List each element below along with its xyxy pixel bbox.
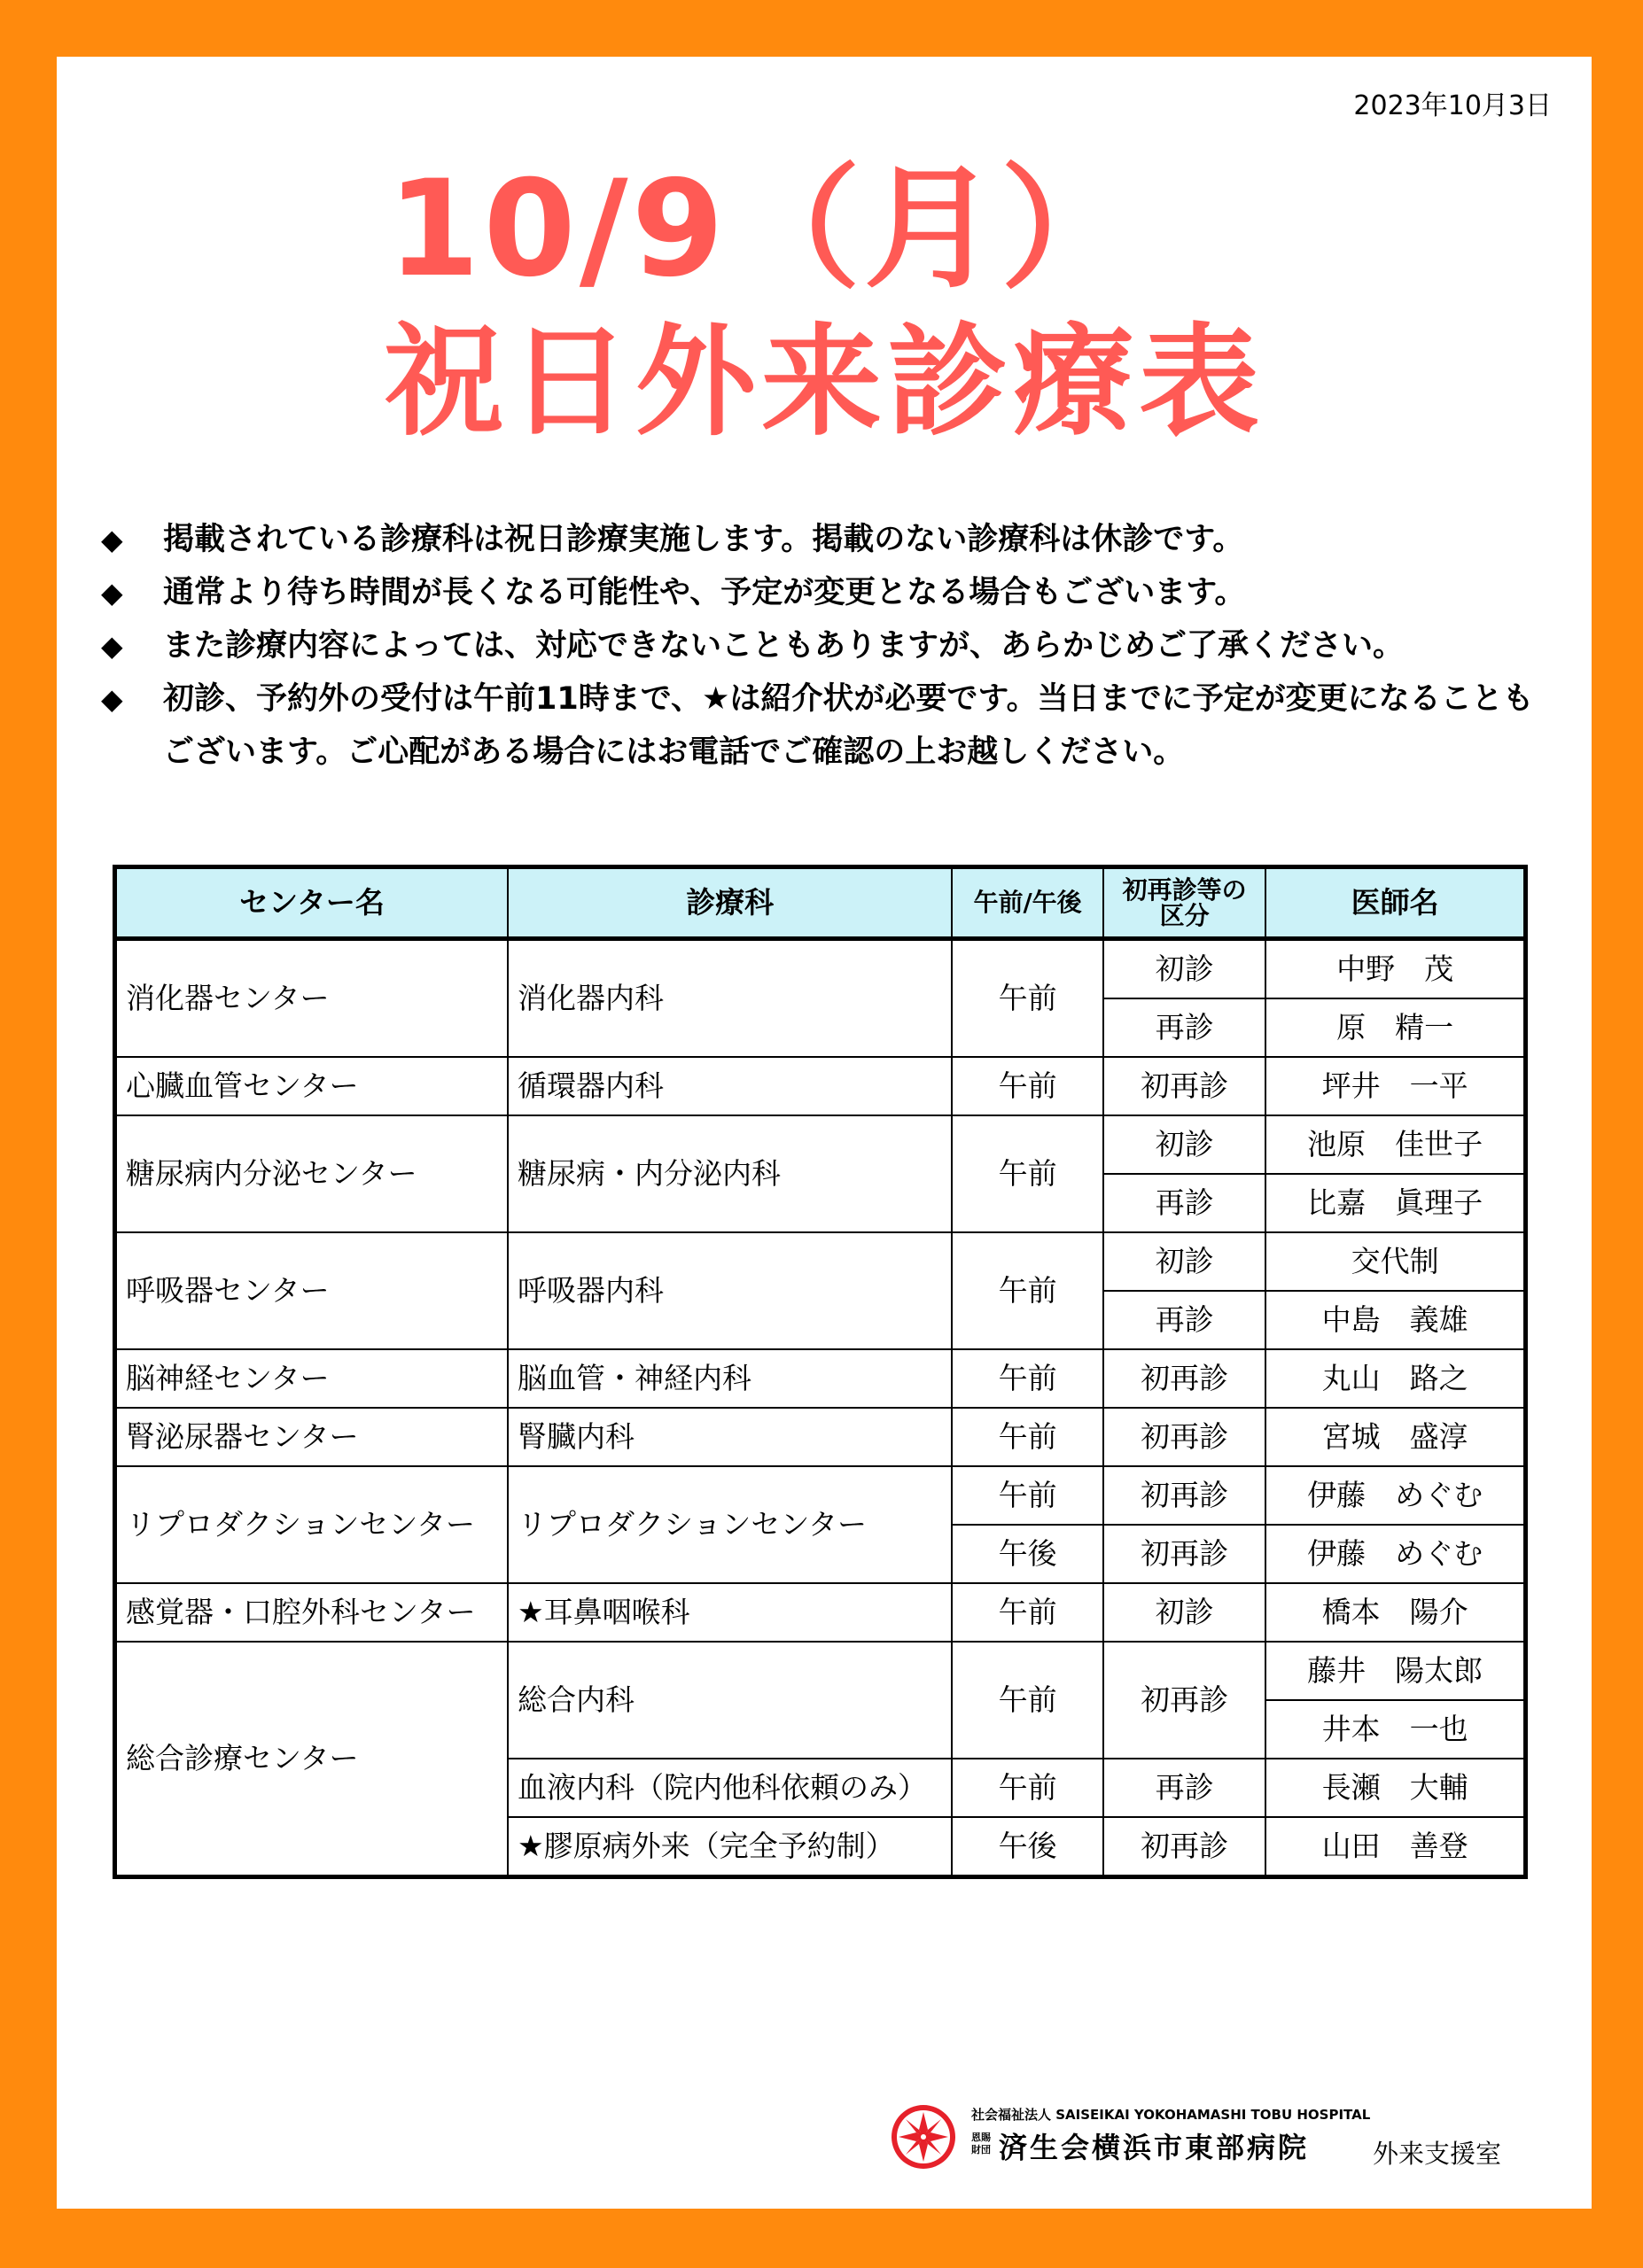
doctor-cell: 比嘉 眞理子 [1265,1174,1525,1232]
notice-page [57,57,1592,2209]
doctor-cell: 橋本 陽介 [1265,1583,1525,1642]
doctor-cell: 池原 佳世子 [1265,1115,1525,1174]
table-row [115,1057,1526,1115]
doctor-cell: 井本 一也 [1265,1700,1525,1759]
visit-type-cell: 初再診 [1103,1349,1265,1408]
doctor-cell: 宮城 盛淳 [1265,1408,1525,1466]
visit-type-cell: 初診 [1103,1115,1265,1174]
visit-type-cell: 初診 [1103,1583,1265,1642]
saiseikai-logo-icon [890,2103,957,2171]
doctor-cell: 中野 茂 [1265,939,1525,999]
doctor-cell: 藤井 陽太郎 [1265,1642,1525,1700]
visit-type-cell: 再診 [1103,998,1265,1057]
center-name-cell: 総合診療センター [115,1642,509,1877]
time-cell: 午前 [952,1583,1103,1642]
center-name-cell: 呼吸器センター [115,1232,509,1349]
department-cell: 総合内科 [508,1642,952,1759]
visit-type-cell: 初再診 [1103,1466,1265,1525]
table-row [115,1115,1526,1174]
notice-item [101,672,1563,779]
diamond-bullet-icon: ◆ [101,682,123,716]
doctor-cell: 坪井 一平 [1265,1057,1525,1115]
department-cell: 呼吸器内科 [508,1232,952,1349]
doctor-cell: 伊藤 めぐむ [1265,1466,1525,1525]
title-date-text: 10/9（月） [387,152,1137,307]
department-cell: 腎臓内科 [508,1408,952,1466]
table-row [115,1466,1526,1525]
center-name-cell: 消化器センター [115,939,509,1058]
center-name-cell: 心臓血管センター [115,1057,509,1115]
diamond-bullet-icon: ◆ [101,629,123,663]
doctor-cell: 伊藤 めぐむ [1265,1525,1525,1583]
doctor-cell: 原 精一 [1265,998,1525,1057]
time-cell: 午前 [952,1759,1103,1817]
page-title-date [57,152,1592,307]
notice-item [101,566,1563,619]
center-name-cell: リプロダクションセンター [115,1466,509,1583]
time-cell: 午前 [952,1466,1103,1525]
notice-list [101,513,1563,779]
department-cell: ★耳鼻咽喉科 [508,1583,952,1642]
table-row [115,1408,1526,1466]
time-cell: 午前 [952,1349,1103,1408]
table-row [115,939,1526,999]
visit-type-cell: 初診 [1103,1232,1265,1291]
notice-text: 初診、予約外の受付は午前11時まで、★は紹介状が必要です。当日までに予定が変更になることもございます。ご心配がある場合にはお電話でご確認の上お越しください。 [163,681,1534,770]
visit-type-cell: 初再診 [1103,1408,1265,1466]
hospital-name: 済生会横浜市東部病院 [999,2131,1310,2164]
hospital-footer [890,2099,1563,2179]
visit-type-cell: 再診 [1103,1759,1265,1817]
department-cell: ★膠原病外来（完全予約制） [508,1817,952,1877]
center-name-cell: 感覚器・口腔外科センター [115,1583,509,1642]
department-name: 外来支援室 [1373,2139,1502,2169]
department-cell: 消化器内科 [508,939,952,1058]
visit-type-cell: 再診 [1103,1174,1265,1232]
header-doctor-name: 医師名 [1265,867,1525,939]
department-cell: 循環器内科 [508,1057,952,1115]
doctor-cell: 交代制 [1265,1232,1525,1291]
visit-type-cell: 再診 [1103,1291,1265,1349]
visit-type-cell: 初再診 [1103,1642,1265,1759]
issue-date: 2023年10月3日 [1353,90,1552,121]
time-cell: 午前 [952,1642,1103,1759]
visit-type-cell: 初再診 [1103,1057,1265,1115]
table-row [115,1583,1526,1642]
header-center-name: センター名 [115,867,509,939]
notice-item [101,619,1563,672]
time-cell: 午前 [952,1232,1103,1349]
notice-text: また診療内容によっては、対応できないこともありますが、あらかじめご了承ください。 [163,628,1405,664]
center-name-cell: 糖尿病内分泌センター [115,1115,509,1232]
department-cell: 糖尿病・内分泌内科 [508,1115,952,1232]
corp-label: 恩賜財団 [971,2132,991,2155]
notice-text: 通常より待ち時間が長くなる可能性や、予定が変更となる場合もございます。 [163,575,1246,610]
time-cell: 午後 [952,1817,1103,1877]
page-title: 祝日外来診療表 [384,313,1265,453]
notice-text: 掲載されている診療科は祝日診療実施します。掲載のない診療科は休診です。 [163,522,1244,557]
department-cell: リプロダクションセンター [508,1466,952,1583]
diamond-bullet-icon: ◆ [101,576,123,610]
visit-type-cell: 初再診 [1103,1525,1265,1583]
center-name-cell: 腎泌尿器センター [115,1408,509,1466]
table-row [115,1349,1526,1408]
header-department: 診療科 [508,867,952,939]
doctor-cell: 中島 義雄 [1265,1291,1525,1349]
doctor-cell: 丸山 路之 [1265,1349,1525,1408]
time-cell: 午前 [952,939,1103,1058]
time-cell: 午前 [952,1115,1103,1232]
time-cell: 午後 [952,1525,1103,1583]
doctor-cell: 山田 善登 [1265,1817,1525,1877]
schedule-table [113,865,1528,1879]
department-cell: 血液内科（院内他科依頼のみ） [508,1759,952,1817]
table-row [115,1232,1526,1291]
table-row [115,1642,1526,1700]
visit-type-cell: 初再診 [1103,1817,1265,1877]
header-am-pm: 午前/午後 [952,867,1103,939]
time-cell: 午前 [952,1408,1103,1466]
center-name-cell: 脳神経センター [115,1349,509,1408]
org-type: 社会福祉法人 [971,2107,1052,2123]
doctor-cell: 長瀬 大輔 [1265,1759,1525,1817]
time-cell: 午前 [952,1057,1103,1115]
table-header-row [115,867,1526,939]
header-visit-type: 初再診等の区分 [1103,867,1265,939]
visit-type-cell: 初診 [1103,939,1265,999]
notice-item [101,513,1563,566]
diamond-bullet-icon: ◆ [101,523,123,556]
department-cell: 脳血管・神経内科 [508,1349,952,1408]
org-english-name: SAISEIKAI YOKOHAMASHI TOBU HOSPITAL [1055,2107,1371,2123]
org-english-line [971,2105,1370,2124]
